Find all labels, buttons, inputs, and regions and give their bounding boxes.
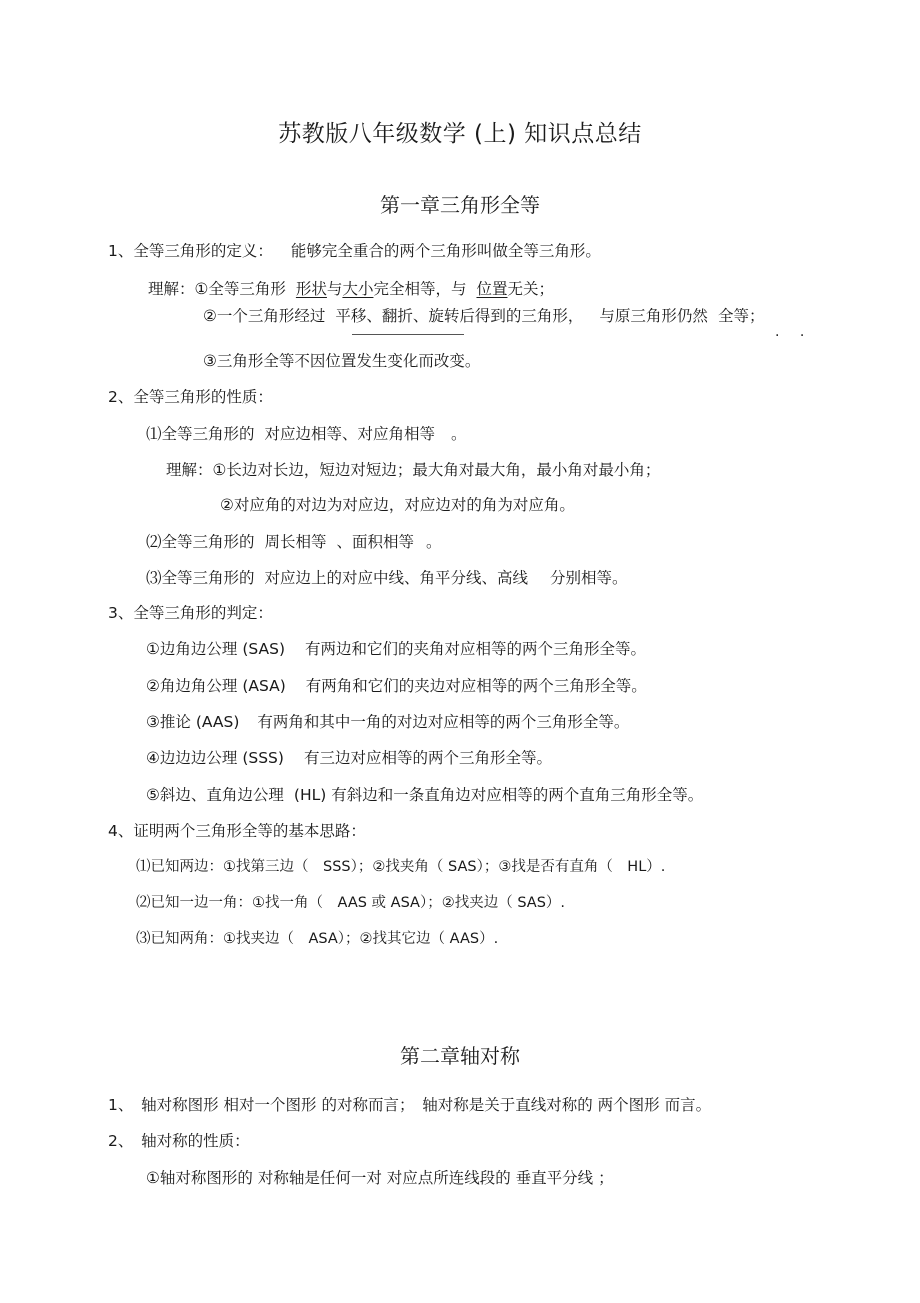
s3-asa-desc: 有两角和它们的夹边对应相等的两个三角形全等。 (305, 677, 647, 695)
ch2-s2-property-1: ①轴对称图形的 对称轴是任何一对 对应点所连线段的 垂直平分线 ； (146, 1169, 614, 1187)
s3-criterion-aas (146, 712, 629, 732)
s1-understanding-1 (148, 279, 554, 299)
s3-criterion-sas (146, 639, 646, 659)
s2-p2-c: 、面积相等 (336, 533, 415, 551)
s1-u2-c: 与原三角形仍然 (599, 307, 708, 325)
s2-remark-2: ②对应角的对边为对应边，对应边对的角为对应角。 (220, 496, 575, 514)
s2-property-3 (146, 568, 628, 588)
document-title: 苏教版八年级数学 (上) 知识点总结 (278, 121, 642, 147)
s1-u1-irrelevant: 无关； (507, 280, 554, 298)
s3-hl-name: ⑤斜边、直角边公理 (146, 786, 284, 804)
chapter-2-heading: 第二章轴对称 (400, 1044, 520, 1068)
s2-p3-c: 分别相等。 (550, 569, 628, 587)
s1-heading: 1、全等三角形的定义： (108, 242, 273, 260)
s3-aas-name: ③推论 (AAS) (146, 713, 240, 731)
s2-property-1 (146, 424, 467, 444)
s1-u2-a: ②一个三角形经过 (203, 307, 326, 325)
s4-heading: 4、证明两个三角形全等的基本思路： (108, 822, 366, 840)
ch2-s2-heading: 2、 轴对称的性质： (108, 1132, 250, 1150)
s3-aas-desc: 有两角和其中一角的对边对应相等的两个三角形全等。 (257, 713, 630, 731)
s2-property-2 (146, 532, 442, 552)
s2-p1-b: 对应边相等、对应角相等 (264, 425, 436, 443)
s1-u2-d: 全等； (717, 307, 765, 325)
s1-u1-prefix: 理解：①全等三角形 (148, 280, 286, 298)
s1-understanding-3: ③三角形全等不因位置发生变化而改变。 (203, 352, 481, 370)
s1-definition-line (108, 241, 601, 261)
s1-u2-emphasis-dots: · · (775, 328, 813, 344)
s2-p3-b: 对应边上的对应中线、角平分线、高线 (264, 569, 529, 587)
s3-hl-desc: (HL) 有斜边和一条直角边对应相等的两个直角三角形全等。 (293, 786, 704, 804)
s3-sss-desc: 有三边对应相等的两个三角形全等。 (303, 749, 552, 767)
s3-criterion-asa (146, 676, 647, 696)
s2-remark-1: 理解：①长边对长边，短边对短边；最大角对最大角，最小角对最小角； (166, 461, 661, 479)
s2-heading: 2、全等三角形的性质： (108, 388, 273, 406)
s2-p2-d: 。 (426, 533, 442, 551)
s1-u2-b: 平移、翻折、旋转后得到的三角形， (335, 307, 584, 325)
s1-understanding-2 (203, 306, 764, 326)
s1-u1-size: 大小 (342, 280, 374, 298)
s1-u1-equal: 完全相等，与 (373, 280, 467, 298)
s3-sas-desc: 有两边和它们的夹角对应相等的两个三角形全等。 (305, 640, 647, 658)
s3-heading: 3、全等三角形的判定： (108, 604, 273, 622)
s3-criterion-sss (146, 748, 552, 768)
s3-sas-name: ①边角边公理 (SAS) (146, 640, 285, 658)
s1-u1-position: 位置 (476, 280, 508, 298)
s2-p1-a: ⑴全等三角形的 (146, 425, 255, 443)
s3-asa-name: ②角边角公理 (ASA) (146, 677, 286, 695)
s1-u1-and: 与 (326, 280, 343, 298)
ch2-s1: 1、 轴对称图形 相对一个图形 的对称而言； 轴对称是关于直线对称的 两个图形 而言。 (108, 1096, 712, 1114)
s1-u2-rule (352, 334, 464, 335)
s4-case-3: ⑶已知两角：①找夹边（ ASA）；②找其它边（ AAS）. (136, 931, 499, 947)
s3-criterion-hl (146, 785, 703, 805)
s4-case-2: ⑵已知一边一角：①找一角（ AAS 或 ASA）；②找夹边（ SAS）. (136, 895, 566, 911)
s2-p1-c: 。 (451, 425, 467, 443)
s3-sss-name: ④边边边公理 (SSS) (146, 749, 284, 767)
s1-u1-shape: 形状 (295, 280, 327, 298)
s1-definition: 能够完全重合的两个三角形叫做全等三角形。 (290, 242, 601, 260)
s2-p2-a: ⑵全等三角形的 (146, 533, 255, 551)
s2-p3-a: ⑶全等三角形的 (146, 569, 255, 587)
s4-case-1: ⑴已知两边：①找第三边（ SSS）；②找夹角（ SAS）；③找是否有直角（ HL）. (136, 859, 666, 875)
s2-p2-b: 周长相等 (264, 533, 327, 551)
chapter-1-heading: 第一章三角形全等 (380, 193, 540, 217)
